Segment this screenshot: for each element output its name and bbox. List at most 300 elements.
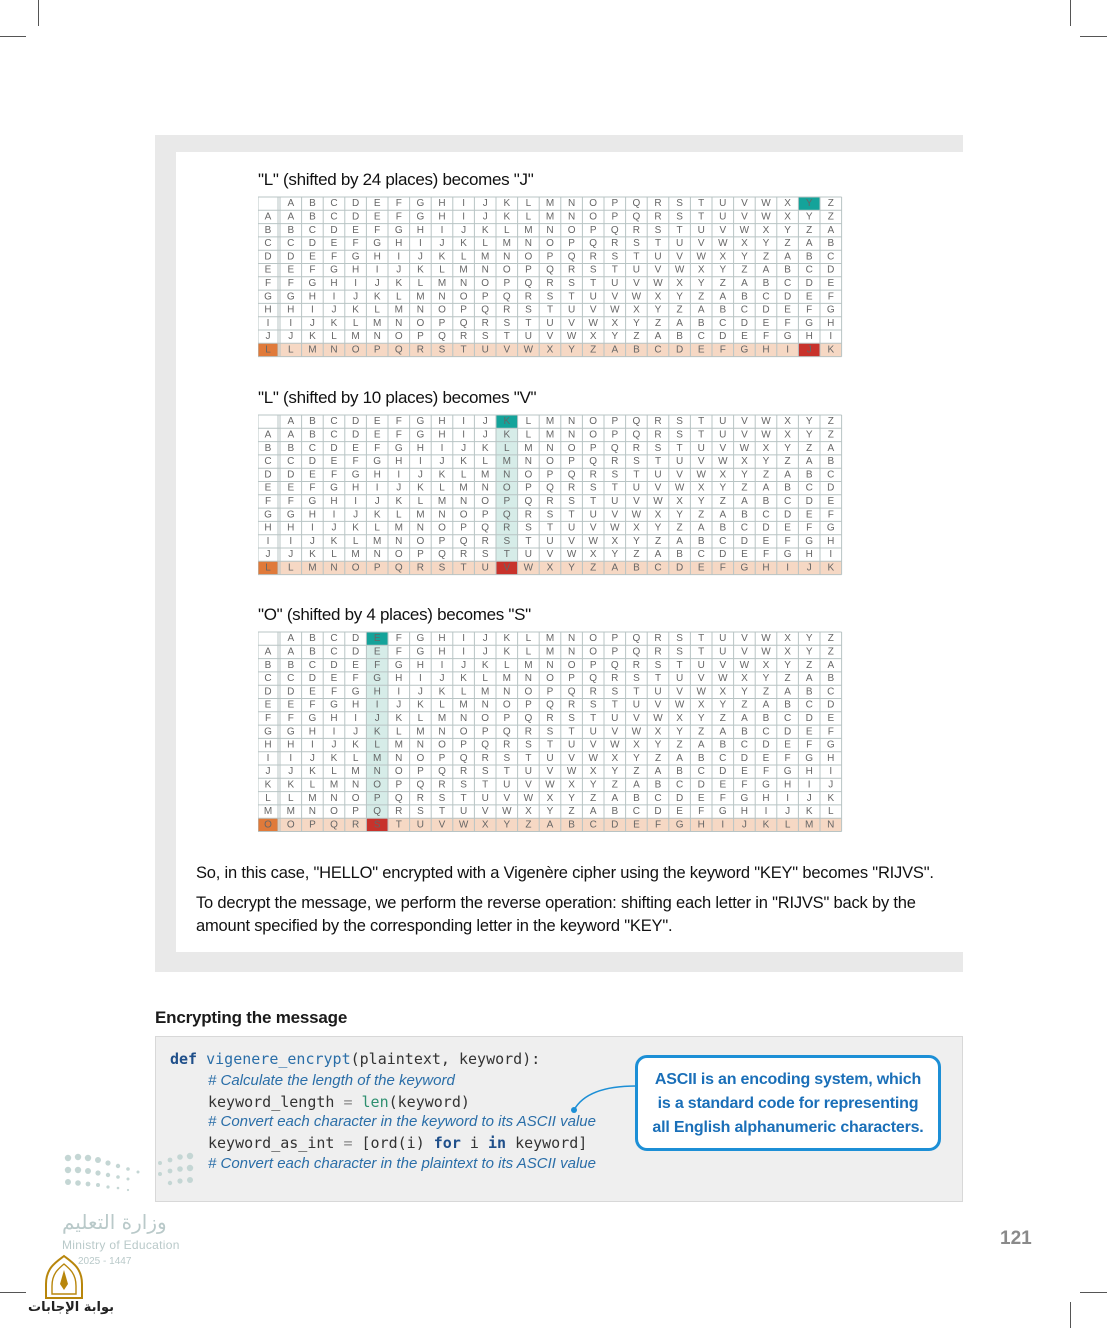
cell-letter: X bbox=[741, 673, 748, 685]
cell-letter: E bbox=[287, 482, 295, 494]
cell-letter: B bbox=[633, 792, 640, 804]
cell-letter: U bbox=[459, 806, 468, 818]
cell-letter: L bbox=[396, 509, 402, 521]
header-letter: F bbox=[395, 198, 402, 210]
cell-letter: U bbox=[632, 264, 641, 276]
keyword-def: def bbox=[170, 1050, 198, 1068]
header-letter: O bbox=[589, 633, 598, 645]
cell-letter: Z bbox=[590, 562, 597, 574]
cell-letter: R bbox=[589, 686, 597, 698]
cell-letter: L bbox=[396, 726, 402, 738]
header-letter: V bbox=[741, 416, 748, 428]
cell-letter: E bbox=[827, 277, 835, 289]
cell-letter: I bbox=[289, 535, 293, 547]
cell-letter: Q bbox=[459, 752, 468, 764]
cell-letter: D bbox=[697, 779, 705, 791]
cell-letter: Q bbox=[438, 766, 446, 778]
cell-letter: Y bbox=[633, 535, 640, 547]
cell-letter: Q bbox=[438, 331, 446, 343]
cell-letter: G bbox=[351, 686, 360, 698]
row-label: M bbox=[263, 806, 273, 818]
cell-letter: Z bbox=[741, 482, 748, 494]
cell-letter: B bbox=[762, 712, 770, 724]
cell-letter: U bbox=[481, 792, 489, 804]
header-letter: M bbox=[545, 198, 555, 210]
cell-letter: T bbox=[525, 752, 532, 764]
cell-letter: V bbox=[719, 442, 727, 454]
cell-letter: K bbox=[395, 495, 403, 507]
crop-mark bbox=[0, 36, 26, 37]
cell-letter: D bbox=[805, 712, 813, 724]
cell-letter: L bbox=[482, 456, 488, 468]
cell-letter: H bbox=[762, 344, 770, 356]
cell-letter: D bbox=[351, 646, 360, 658]
cell-letter: T bbox=[611, 699, 618, 711]
cell-letter: D bbox=[308, 673, 317, 685]
cell-letter: X bbox=[784, 429, 791, 441]
cell-letter: F bbox=[352, 456, 359, 468]
cell-letter: Q bbox=[546, 264, 554, 276]
header-letter: D bbox=[351, 633, 360, 645]
keyword-for: for bbox=[433, 1134, 461, 1152]
cell-letter: R bbox=[654, 211, 662, 223]
cell-letter: S bbox=[503, 317, 511, 329]
cell-letter: C bbox=[287, 238, 295, 250]
cell-letter: V bbox=[697, 238, 705, 250]
cell-letter: Y bbox=[762, 673, 770, 685]
cell-letter: Q bbox=[416, 779, 425, 791]
cell-letter: T bbox=[460, 344, 467, 356]
cell-letter: C bbox=[783, 495, 792, 507]
cell-letter: W bbox=[718, 673, 728, 685]
cell-letter: Y bbox=[697, 277, 705, 289]
cell-letter: H bbox=[805, 549, 813, 561]
cell-letter: D bbox=[740, 317, 749, 329]
cell-letter: O bbox=[589, 646, 598, 658]
cell-letter: P bbox=[611, 429, 619, 441]
cell-letter: A bbox=[741, 495, 748, 507]
cell-letter: Z bbox=[827, 211, 834, 223]
cell-letter: P bbox=[417, 331, 424, 343]
cell-letter: O bbox=[416, 535, 425, 547]
cell-letter: C bbox=[740, 739, 749, 751]
table-1-title: "L" (shifted by 24 places) becomes "J" bbox=[258, 170, 534, 189]
cell-letter: B bbox=[287, 224, 295, 236]
header-letter: D bbox=[351, 416, 360, 428]
cell-letter: F bbox=[719, 562, 726, 574]
cell-letter: X bbox=[719, 469, 727, 481]
cell-letter: R bbox=[611, 456, 619, 468]
cell-letter: L bbox=[331, 766, 337, 778]
cell-letter: Z bbox=[698, 509, 705, 521]
cell-letter: G bbox=[286, 726, 295, 738]
cell-letter: K bbox=[352, 304, 359, 316]
cell-letter: Q bbox=[632, 211, 641, 223]
cell-letter: I bbox=[786, 344, 789, 356]
cell-letter: S bbox=[633, 456, 640, 468]
cell-letter: W bbox=[523, 792, 534, 804]
cell-letter: K bbox=[827, 344, 835, 356]
cell-letter: S bbox=[417, 806, 424, 818]
cell-letter: H bbox=[287, 522, 295, 534]
cell-letter: K bbox=[762, 819, 770, 831]
cell-letter: Q bbox=[524, 277, 533, 289]
cell-letter: W bbox=[696, 469, 706, 481]
cell-letter: C bbox=[827, 251, 835, 263]
cell-letter: G bbox=[351, 251, 360, 263]
cell-letter: H bbox=[287, 304, 295, 316]
cell-letter: F bbox=[374, 442, 381, 454]
cell-letter: B bbox=[309, 211, 316, 223]
cell-letter: T bbox=[590, 277, 597, 289]
cell-letter: E bbox=[741, 766, 748, 778]
cell-letter: V bbox=[697, 673, 705, 685]
cell-letter: D bbox=[783, 726, 792, 738]
cell-letter: Q bbox=[459, 317, 468, 329]
cell-letter: P bbox=[503, 495, 511, 507]
cell-letter: B bbox=[697, 317, 705, 329]
cell-letter: S bbox=[589, 699, 597, 711]
cell-letter: T bbox=[482, 779, 489, 791]
cell-letter: Z bbox=[654, 535, 662, 547]
cell-letter: X bbox=[697, 482, 705, 494]
cell-letter: P bbox=[568, 238, 575, 250]
cell-letter: Z bbox=[654, 317, 662, 329]
cell-letter: Z bbox=[784, 673, 791, 685]
cell-letter: H bbox=[373, 251, 381, 263]
cell-letter: K bbox=[309, 331, 316, 343]
cell-letter: O bbox=[459, 726, 468, 738]
cell-letter: P bbox=[438, 317, 446, 329]
cell-letter: Q bbox=[589, 673, 598, 685]
header-letter: C bbox=[330, 633, 338, 645]
cell-letter: W bbox=[523, 344, 534, 356]
cell-letter: F bbox=[287, 712, 294, 724]
cell-letter: K bbox=[417, 264, 424, 276]
cell-letter: E bbox=[352, 224, 359, 236]
cell-letter: I bbox=[332, 726, 336, 738]
header-letter: A bbox=[287, 198, 295, 210]
cell-letter: M bbox=[502, 673, 511, 685]
cell-letter: A bbox=[784, 251, 791, 263]
cell-letter: W bbox=[696, 251, 706, 263]
cell-letter: D bbox=[827, 699, 835, 711]
cell-letter: J bbox=[396, 482, 402, 494]
cell-letter: U bbox=[697, 659, 705, 671]
cell-letter: V bbox=[676, 686, 683, 698]
cell-letter: N bbox=[438, 509, 446, 521]
cell-letter: J bbox=[353, 726, 359, 738]
cell-letter: X bbox=[633, 739, 640, 751]
cell-letter: O bbox=[351, 792, 360, 804]
cell-letter: Z bbox=[827, 429, 834, 441]
header-letter: V bbox=[741, 198, 748, 210]
cell-letter: N bbox=[546, 442, 554, 454]
cell-letter: N bbox=[503, 469, 511, 481]
cell-letter: X bbox=[676, 495, 683, 507]
cell-letter: Q bbox=[373, 806, 382, 818]
cell-letter: J bbox=[353, 509, 359, 521]
cell-letter: V bbox=[611, 291, 619, 303]
cell-letter: R bbox=[503, 522, 511, 534]
cell-letter: K bbox=[503, 211, 511, 223]
cell-letter: Q bbox=[394, 792, 403, 804]
cell-letter: G bbox=[416, 429, 425, 441]
cell-letter: Y bbox=[654, 739, 662, 751]
cell-letter: A bbox=[762, 699, 770, 711]
cell-letter: S bbox=[568, 495, 575, 507]
cell-letter: Y bbox=[568, 562, 575, 574]
cell-letter: Y bbox=[741, 251, 748, 263]
cell-letter: Y bbox=[503, 819, 511, 831]
header-letter: Q bbox=[632, 198, 641, 210]
cell-letter: E bbox=[287, 699, 295, 711]
header-letter: I bbox=[462, 416, 465, 428]
section-heading: Encrypting the message bbox=[155, 1008, 348, 1027]
cell-letter: Y bbox=[741, 469, 748, 481]
cell-letter: D bbox=[740, 535, 749, 547]
cell-letter: E bbox=[309, 251, 316, 263]
callout-connector bbox=[568, 1080, 640, 1116]
cell-letter: X bbox=[676, 277, 683, 289]
cell-letter: N bbox=[438, 291, 446, 303]
cell-letter: M bbox=[502, 456, 511, 468]
cell-letter: U bbox=[546, 752, 554, 764]
cell-letter: Q bbox=[502, 509, 511, 521]
cell-letter: R bbox=[524, 509, 533, 521]
cell-letter: U bbox=[611, 712, 619, 724]
cell-letter: H bbox=[373, 469, 381, 481]
cell-letter: T bbox=[633, 469, 640, 481]
cell-letter: E bbox=[784, 522, 791, 534]
cell-letter: G bbox=[330, 264, 338, 276]
cell-letter: H bbox=[762, 562, 770, 574]
cell-letter: R bbox=[481, 535, 489, 547]
cell-letter: O bbox=[546, 673, 554, 685]
cell-letter: Q bbox=[546, 699, 554, 711]
cell-letter: G bbox=[330, 699, 338, 711]
cell-letter: B bbox=[805, 251, 813, 263]
cell-letter: B bbox=[633, 562, 640, 574]
cell-letter: Z bbox=[590, 792, 597, 804]
code-comment-2: # Convert each character in the keyword to its ASCII value bbox=[208, 1113, 596, 1130]
cell-letter: J bbox=[331, 522, 337, 534]
header-letter: A bbox=[287, 633, 295, 645]
cell-letter: J bbox=[374, 495, 380, 507]
header-letter: U bbox=[719, 633, 727, 645]
row-label: K bbox=[264, 779, 272, 791]
cell-letter: R bbox=[503, 304, 511, 316]
cell-letter: Z bbox=[611, 779, 618, 791]
cell-letter: X bbox=[589, 766, 597, 778]
cell-letter: V bbox=[676, 251, 683, 263]
builtin-function: len bbox=[361, 1093, 389, 1111]
cell-letter: P bbox=[481, 509, 489, 521]
cell-letter: E bbox=[805, 509, 813, 521]
cell-letter: A bbox=[827, 659, 835, 671]
cell-letter: J bbox=[806, 792, 812, 804]
cell-letter: P bbox=[546, 686, 554, 698]
cell-letter: I bbox=[786, 562, 789, 574]
header-letter: W bbox=[761, 416, 771, 428]
cell-letter: M bbox=[459, 482, 468, 494]
cell-letter: Y bbox=[719, 482, 727, 494]
cell-letter: C bbox=[719, 535, 727, 547]
cell-letter: K bbox=[438, 686, 446, 698]
cell-letter: O bbox=[394, 549, 403, 561]
cell-letter: D bbox=[719, 549, 727, 561]
cell-letter: N bbox=[503, 686, 511, 698]
cell-letter: B bbox=[741, 291, 748, 303]
cell-letter: R bbox=[546, 495, 554, 507]
cell-letter: Q bbox=[567, 686, 576, 698]
cell-letter: E bbox=[741, 331, 748, 343]
cell-letter: F bbox=[395, 429, 402, 441]
header-letter: Q bbox=[632, 416, 641, 428]
cell-letter: M bbox=[416, 726, 425, 738]
cell-letter: K bbox=[309, 549, 316, 561]
cell-letter: C bbox=[783, 712, 792, 724]
cell-letter: T bbox=[676, 224, 683, 236]
cell-letter: M bbox=[545, 646, 555, 658]
cell-letter: J bbox=[482, 429, 488, 441]
cell-letter: W bbox=[502, 806, 512, 818]
cell-letter: E bbox=[373, 211, 381, 223]
cell-letter: E bbox=[373, 646, 381, 658]
cell-letter: I bbox=[397, 251, 401, 263]
cell-letter: V bbox=[589, 739, 597, 751]
cell-letter: R bbox=[567, 699, 576, 711]
cell-letter: H bbox=[697, 819, 705, 831]
cell-letter: M bbox=[437, 277, 447, 289]
cell-letter: H bbox=[438, 429, 446, 441]
cell-letter: Y bbox=[805, 646, 813, 658]
cell-letter: L bbox=[352, 535, 359, 547]
cell-letter: B bbox=[697, 535, 705, 547]
cell-letter: F bbox=[827, 726, 834, 738]
cell-letter: R bbox=[589, 251, 597, 263]
cell-letter: H bbox=[308, 726, 317, 738]
header-letter: L bbox=[525, 633, 532, 645]
cell-letter: A bbox=[697, 739, 705, 751]
cell-letter: D bbox=[330, 224, 338, 236]
row-label: I bbox=[266, 317, 270, 329]
cell-letter: X bbox=[762, 659, 770, 671]
cell-letter: N bbox=[416, 304, 425, 316]
header-letter: H bbox=[438, 633, 446, 645]
header-letter: Z bbox=[827, 633, 834, 645]
header-letter: G bbox=[416, 198, 425, 210]
cell-letter: Q bbox=[394, 344, 403, 356]
result-paragraph: So, in this case, "HELLO" encrypted with a Vigenère cipher using the keyword "KEY" becomes "RIJVS". bbox=[196, 864, 934, 882]
cell-letter: V bbox=[546, 549, 554, 561]
function-params: (plaintext, keyword): bbox=[350, 1050, 541, 1068]
cell-letter: E bbox=[697, 792, 705, 804]
cell-letter: J bbox=[353, 291, 359, 303]
cell-letter: X bbox=[697, 699, 705, 711]
header-letter: R bbox=[654, 416, 662, 428]
cell-letter: K bbox=[460, 456, 467, 468]
cell-letter: P bbox=[438, 752, 446, 764]
cell-letter: U bbox=[589, 726, 597, 738]
cell-letter: W bbox=[610, 522, 620, 534]
cell-letter: S bbox=[546, 509, 554, 521]
row-label: D bbox=[264, 469, 272, 481]
header-letter: S bbox=[676, 416, 683, 428]
cell-letter: A bbox=[784, 686, 791, 698]
cell-letter: F bbox=[719, 792, 726, 804]
cell-letter: O bbox=[524, 686, 533, 698]
cell-letter: C bbox=[827, 469, 835, 481]
cell-letter: V bbox=[633, 712, 640, 724]
cell-letter: F bbox=[741, 779, 748, 791]
cell-letter: L bbox=[288, 562, 294, 574]
cell-letter: G bbox=[740, 344, 749, 356]
cell-letter: O bbox=[502, 482, 511, 494]
cell-letter: E bbox=[805, 726, 813, 738]
cell-letter: C bbox=[654, 792, 662, 804]
cell-letter: U bbox=[719, 211, 727, 223]
cell-letter: C bbox=[805, 482, 813, 494]
cell-letter: G bbox=[373, 673, 382, 685]
cell-letter: Y bbox=[633, 317, 640, 329]
cell-letter: D bbox=[351, 429, 360, 441]
header-letter: L bbox=[525, 416, 532, 428]
cell-letter: G bbox=[783, 766, 792, 778]
cell-letter: B bbox=[287, 442, 295, 454]
cell-letter: X bbox=[546, 562, 554, 574]
cell-letter: G bbox=[805, 535, 814, 547]
cell-letter: I bbox=[786, 792, 789, 804]
cell-letter: O bbox=[438, 739, 446, 751]
cell-letter: V bbox=[654, 699, 662, 711]
cell-letter: J bbox=[806, 562, 812, 574]
cell-letter: S bbox=[546, 291, 554, 303]
cell-letter: V bbox=[525, 779, 532, 791]
cell-letter: D bbox=[675, 344, 684, 356]
cell-letter: R bbox=[459, 766, 468, 778]
cell-letter: T bbox=[568, 726, 575, 738]
row-label: A bbox=[264, 211, 272, 223]
cell-letter: P bbox=[460, 739, 467, 751]
header-letter: B bbox=[309, 416, 316, 428]
cell-letter: T bbox=[676, 659, 683, 671]
cell-letter: C bbox=[632, 806, 641, 818]
header-letter: T bbox=[698, 198, 705, 210]
code-args: (keyword) bbox=[388, 1093, 470, 1111]
cell-letter: P bbox=[373, 562, 381, 574]
cell-letter: G bbox=[718, 806, 727, 818]
cell-letter: I bbox=[829, 549, 833, 561]
cell-letter: O bbox=[502, 264, 511, 276]
cell-letter: K bbox=[330, 317, 338, 329]
header-letter: O bbox=[589, 416, 598, 428]
cell-letter: Y bbox=[568, 792, 575, 804]
cell-letter: Z bbox=[676, 304, 683, 316]
cell-letter: R bbox=[632, 659, 641, 671]
cell-letter: C bbox=[697, 766, 705, 778]
cell-letter: J bbox=[741, 819, 747, 831]
cell-letter: F bbox=[719, 344, 726, 356]
cell-letter: Y bbox=[719, 699, 727, 711]
cell-letter: R bbox=[416, 562, 425, 574]
cell-letter: H bbox=[351, 699, 360, 711]
cell-letter: W bbox=[696, 686, 706, 698]
row-label: J bbox=[265, 766, 271, 778]
cell-letter: O bbox=[438, 522, 446, 534]
cell-letter: B bbox=[287, 659, 295, 671]
cell-letter: U bbox=[481, 562, 489, 574]
